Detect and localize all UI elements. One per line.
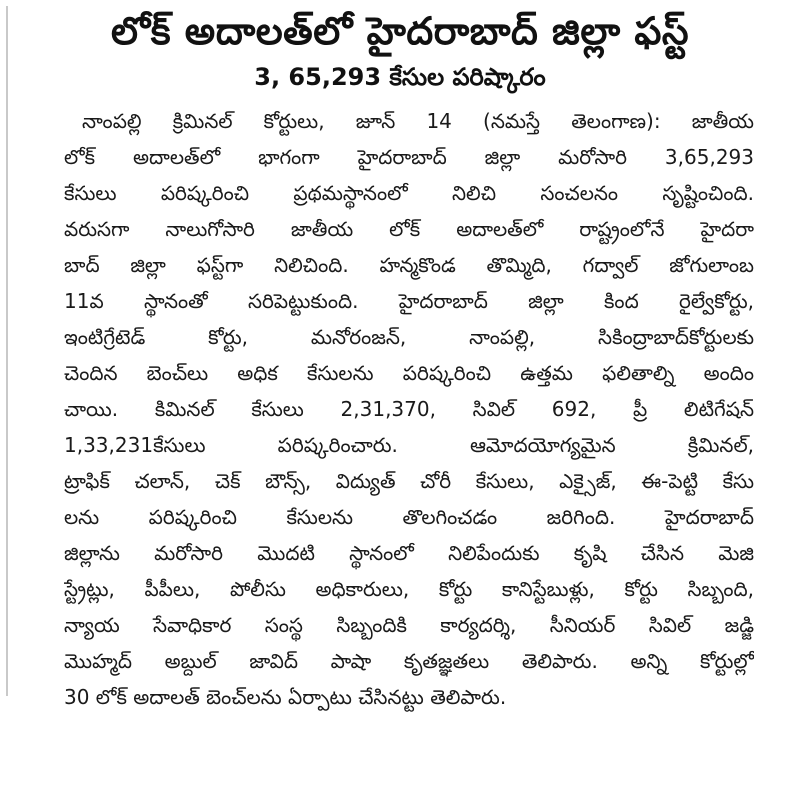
article-headline: లోక్ అదాలత్‌లో హైదరాబాద్ జిల్లా ఫస్ట్ — [110, 9, 690, 53]
body-line: జిల్లాను మరోసారి మొదటి స్థానంలో నిలిపేందుకు కృషి చేసిన మెజి — [64, 541, 754, 565]
body-line: ట్రాఫిక్ చలాన్, చెక్ బౌన్స్, విద్యుత్ చోరీ కేసులు, ఎక్సైజ్, ఈ-పెట్టి కేసు — [64, 469, 754, 493]
article-subheadline: 3, 65,293 కేసుల పరిష్కారం — [254, 63, 546, 91]
body-line: 30 లోక్ అదాలత్ బెంచ్‌లను ఏర్పాటు చేసినట్టు తెలిపారు. — [64, 685, 507, 709]
body-line: వరుసగా నాలుగోసారి జాతీయ లోక్ అదాలత్‌లో రాష్ట్రంలోనే హైదరా — [64, 217, 754, 241]
body-line: నాంపల్లి క్రిమినల్ కోర్టులు, జూన్ 14 (నమస్తే తెలంగాణ): జాతీయ — [82, 109, 754, 133]
body-line: మొహ్మద్ అబ్దుల్ జావిద్ పాషా కృతజ్ఞతలు తెలిపారు. అన్ని కోర్టుల్లో — [64, 649, 754, 673]
body-line: స్ట్రేట్లు, పీపీలు, పోలీసు అధికారులు, కోర్టు కానిస్టేబుళ్లు, కోర్టు సిబ్బంది, — [64, 577, 754, 601]
body-line: 1,33,231కేసులు పరిష్కరించారు. ఆమోదయోగ్యమైన క్రిమినల్, — [64, 433, 754, 457]
body-line: లోక్ అదాలత్‌లో భాగంగా హైదరాబాద్ జిల్లా మరోసారి 3,65,293 — [64, 145, 754, 169]
column-divider — [6, 6, 8, 696]
body-line: చాయి. కిమినల్ కేసులు 2,31,370, సివిల్ 692, ప్రీ లిటిగేషన్ — [64, 397, 754, 421]
body-line: కేసులు పరిష్కరించి ప్రథమస్థానంలో నిలిచి సంచలనం సృష్టించింది. — [64, 181, 754, 205]
body-line: ఇంటిగ్రేటెడ్ కోర్టు, మనోరంజన్, నాంపల్లి, సికింద్రాబాద్‌కోర్టులకు — [64, 325, 754, 349]
body-line: లను పరిష్కరించి కేసులను తొలగించడం జరిగింది. హైదరాబాద్ — [64, 505, 754, 529]
body-line: చెందిన బెంచ్‌లు అధిక కేసులను పరిష్కరించి ఉత్తమ ఫలితాల్ని అందిం — [64, 361, 754, 385]
article-body — [64, 103, 754, 715]
body-line: 11వ స్థానంతో సరిపెట్టుకుంది. హైదరాబాద్ జిల్లా కింద రైల్వేకోర్టు, — [64, 289, 754, 313]
body-line: న్యాయ సేవాధికార సంస్థ సిబ్బందికి కార్యదర్శి, సీనియర్ సివిల్ జడ్జి — [64, 613, 754, 637]
body-line: బాద్ జిల్లా ఫస్ట్‌గా నిలిచింది. హన్మకొండ తొమ్మిది, గద్వాల్ జోగులాంబ — [64, 253, 754, 277]
